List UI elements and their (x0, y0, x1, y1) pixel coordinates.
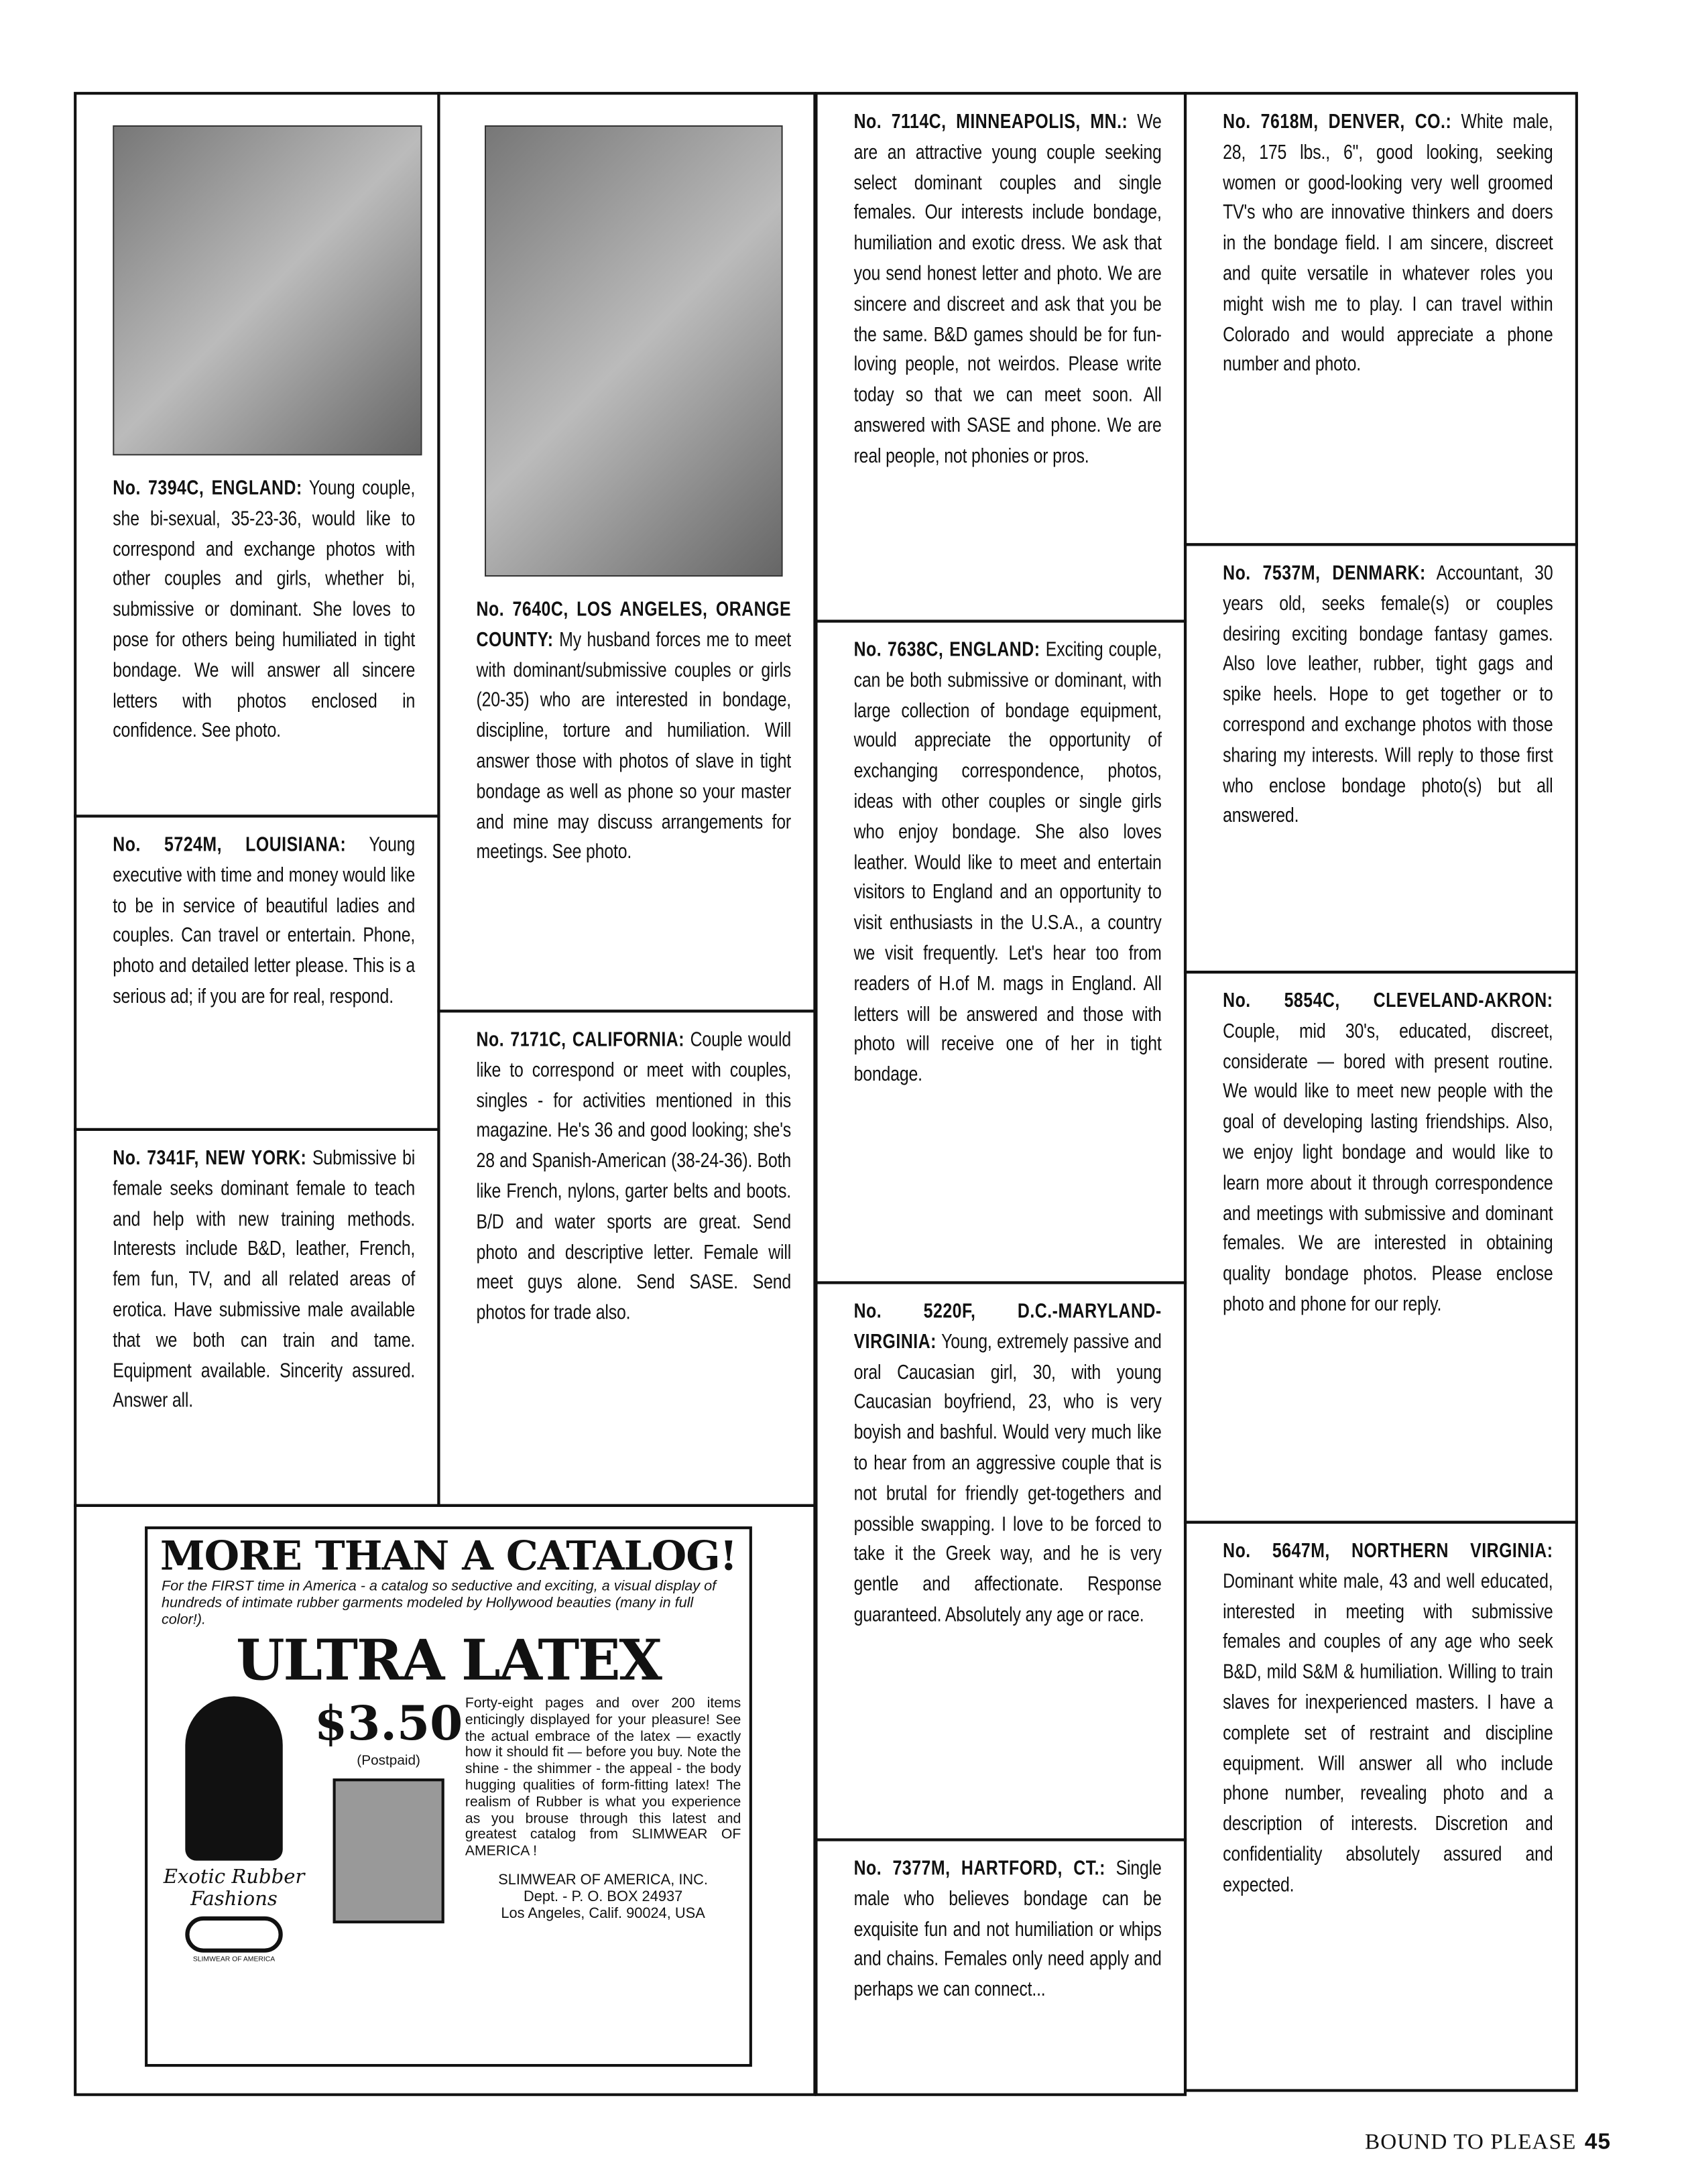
personal-ad (437, 92, 816, 1012)
ad-text (477, 1026, 792, 1330)
personal-ad (74, 1128, 440, 1507)
personal-ad (1184, 92, 1578, 546)
ad-heading: No. 5854C, CLEVELAND-AKRON: (1223, 990, 1553, 1013)
personal-ad (815, 1281, 1187, 1841)
ad-heading: No. 7114C, MINNEAPOLIS, MN.: (853, 111, 1128, 134)
ad-heading: No. 7618M, DENVER, CO.: (1223, 111, 1452, 134)
personal-ad (1184, 971, 1578, 1524)
ad-heading: No. 5647M, NORTHERN VIRGINIA: (1223, 1540, 1553, 1563)
catalog-cover-image (333, 1778, 444, 1923)
ad-price: $3.50 (314, 1696, 463, 1752)
ad-content-row (156, 1697, 741, 1964)
ad-body: Single male who believes bondage can be exquisite fun and not humiliation or whips and chains. Females only need apply and perhaps we can connect... (853, 1858, 1162, 2002)
catalog-advertisement (145, 1526, 752, 2067)
ad-column (437, 92, 816, 1507)
address-line: Los Angeles, Calif. 90024, USA (501, 1905, 705, 1923)
ad-text (1223, 560, 1553, 833)
ad-heading: No. 7638C, ENGLAND: (853, 639, 1040, 662)
personal-ad (1184, 1521, 1578, 2092)
ad-price-note: (Postpaid) (357, 1753, 420, 1769)
ad-heading: No. 7341F, NEW YORK: (113, 1147, 307, 1170)
ad-heading: No. 7640C, LOS ANGELES, ORANGE COUNTY: (476, 599, 792, 652)
ad-body: My husband forces me to meet with dominant/submissive couples or girls (20-35) who are interested in bondage, discipline, torture and humiliation. Will answer those with photos of slave in tight bondage as well as phone so your master and mine may discuss arrangements for meetings. See photo. (476, 629, 792, 864)
ad-body: White male, 28, 175 lbs., 6", good looking, seeking women or good-looking very well groomed TV's who are innovative thinkers and doers in the bondage field. I am sincere, discreet and quite versatile in whatever roles you might wish me to play. I can travel within Colorado and would appreciate a phone number and photo. (1223, 111, 1553, 377)
ad-heading: No. 7377M, HARTFORD, CT.: (853, 1858, 1105, 1880)
personal-ad (74, 814, 440, 1131)
ad-left-column (156, 1697, 312, 1964)
logo-caption: SLIMWEAR OF AMERICA (192, 1955, 276, 1964)
ad-body: Couple would like to correspond or meet with couples, singles - for activities mentioned in this magazine. He's 36 and good looking; she's 28 and Spanish-American (38-24-36). Both like French, nylons, garter belts and boots. B/D and water sports are great. Send photo and descriptive letter. Female will meet guys alone. Send SASE. Send photos for trade also. (476, 1029, 792, 1325)
ad-text (854, 636, 1162, 1091)
ad-right-column (465, 1697, 741, 1964)
ad-photo (485, 125, 783, 577)
ad-heading: No. 7394C, ENGLAND: (113, 477, 302, 500)
ad-text (113, 475, 415, 748)
ad-body: Couple, mid 30's, educated, discreet, considerate — bored with present routine. We would like to meet new people with the goal of developing lasting friendships. Also, we enjoy light bondage and would like to learn more about it through correspondence and meetings with submissive and dominant females. We are interested in obtaining quality bondage photos. Please enclose photo and phone for our reply. (1223, 1020, 1553, 1317)
ad-heading: No. 7537M, DENMARK: (1223, 562, 1426, 585)
ad-text (113, 1145, 415, 1418)
personal-ad (1184, 543, 1578, 973)
ad-text (854, 109, 1162, 473)
ad-body: Accountant, 30 years old, seeks female(s) or couples desiring exciting bondage fantasy games. Also love leather, rubber, tight gags and spike heels. Hope to get together or to correspond and exchange photos with those sharing my interests. Will reply to those first who enclose bondage photo(s) but all answered. (1223, 562, 1553, 828)
ad-body: Forty-eight pages and over 200 items enticingly displayed for your pleasure! See the actual embrace of the latex — exactly how it should fit — before you buy. Note the shine - the shimmer - the appeal - the body hugging qualities of form-fitting latex! The realism of Rubber is what you experience as you brouse through this latest and greatest catalog from SLIMWEAR OF AMERICA ! (465, 1696, 741, 1860)
ad-photo (113, 125, 422, 455)
ad-column (815, 92, 1187, 2096)
slimwear-logo-icon (185, 1917, 282, 1953)
ad-address (465, 1872, 741, 1922)
personal-ad (437, 1010, 816, 1507)
ad-heading: No. 5220F, D.C.-MARYLAND-VIRGINIA: (853, 1300, 1162, 1354)
address-line: SLIMWEAR OF AMERICA, INC. (498, 1872, 708, 1889)
magazine-title: BOUND TO PLEASE (1365, 2130, 1577, 2155)
ad-text (1223, 109, 1553, 382)
model-figure-image (185, 1697, 282, 1861)
page-number: 45 (1584, 2130, 1611, 2155)
ad-column (74, 92, 440, 1507)
ad-body: Young couple, she bi-sexual, 35-23-36, would like to correspond and exchange photos with other couples and girls, whether bi, submissive or dominant. She loves to pose for others being humiliated in tight bondage. We will answer all sincere letters with photos enclosed in confidence. See photo. (113, 477, 416, 743)
ad-body: Submissive bi female seeks dominant female to teach and help with new training methods. Interests include B&D, leather, French, fem fun, TV, and all related areas of erotica. Have submissive male available that we both can train and tame. Equipment available. Sincerity assured. Answer all. (113, 1147, 416, 1413)
ad-body: We are an attractive young couple seeking select dominant couples and single females. Our interests include bondage, humiliation and exotic dress. We ask that you send honest letter and photo. We are sincere and discreet and ask that you be the same. B&D games should be for fun-loving people, not weirdos. Please write today so that we can meet soon. All answered with SASE and phone. We are real people, not phonies or pros. (853, 111, 1162, 468)
ad-product-name: ULTRA LATEX (236, 1628, 661, 1694)
ad-text (113, 831, 415, 1014)
ad-text (1223, 1538, 1553, 1902)
ad-column (1184, 92, 1578, 2091)
ad-heading: No. 7171C, CALIFORNIA: (476, 1029, 685, 1052)
ad-body: Young, extremely passive and oral Caucasian girl, 30, with young Caucasian boyfriend, 23, who is very boyish and bashful. Would very much like to hear from an aggressive couple that is not brutal for friendly get-togethers and possible swapping. I love to be forced to take it the Greek way, and he is very gentle and affectionate. Response guaranteed. Absolutely any age or race. (853, 1331, 1162, 1627)
ad-text (854, 1855, 1162, 2006)
ad-text (477, 596, 792, 869)
page-footer (1365, 2131, 1611, 2156)
ad-text (1223, 987, 1553, 1321)
ad-body: Young executive with time and money would like to be in service of beautiful ladies and couples. Can travel or entertain. Phone, photo and detailed letter please. This is a serious ad; if you are for real, respond. (113, 834, 416, 1009)
personal-ad (815, 1838, 1187, 2096)
ad-text (854, 1298, 1162, 1632)
ad-subtitle: For the FIRST time in America - a catalog so seductive and exciting, a visual display of hundreds of intimate rubber garments modeled by Hollywood beauties (many in full color!). (162, 1579, 717, 1628)
ad-body: Exciting couple, can be both submissive or dominant, with large collection of bondage equipment, would appreciate the opportunity of exchanging correspondence, photos, ideas with other couples or single girls who enjoy bondage. She also loves leather. Would like to meet and entertain visitors to England and an opportunity to visit enthusiasts in the U.S.A., a country we visit frequently. Let's hear too from readers of H.of M. mags in England. All letters will be answered and those with photo will receive one of her in tight bondage. (853, 639, 1162, 1087)
ad-title: MORE THAN A CATALOG! (160, 1532, 737, 1579)
personal-ad (815, 620, 1187, 1284)
personal-ad (815, 92, 1187, 623)
ad-tagline: Exotic Rubber Fashions (163, 1866, 305, 1911)
address-line: Dept. - P. O. BOX 24937 (523, 1888, 683, 1906)
ad-body: Dominant white male, 43 and well educated, interested in meeting with submissive females and couples of any age who seek B&D, mild S&M & humiliation. Willing to train slaves for inexperienced masters. I have a complete set of restraint and discipline equipment. Will answer all who include phone number, revealing photo and a description of interests. Discretion and confidentiality absolutely assured and expected. (1223, 1571, 1553, 1897)
ad-middle-column (314, 1696, 463, 1964)
ad-heading: No. 5724M, LOUISIANA: (113, 834, 347, 857)
personal-ad (74, 92, 440, 817)
